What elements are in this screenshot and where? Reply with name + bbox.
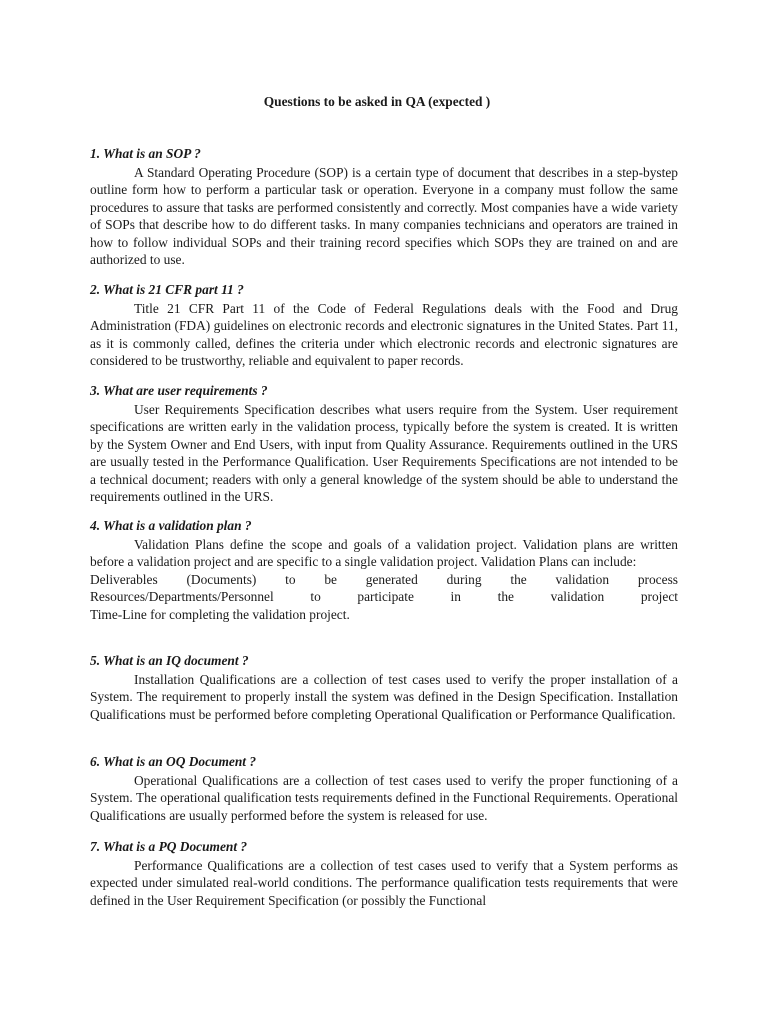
section-heading: 4. What is a validation plan ?: [90, 518, 252, 533]
section-21cfr: [90, 281, 678, 370]
validation-plan-line: Resources/Departments/Personnel to participate in the validation project: [90, 589, 678, 604]
section-body: Operational Qualifications are a collection of test cases used to verify the proper functioning of a System. The operational qualification tests requirements defined in the Functional Requirements. Operational Qualifications are usually performed before the system is released for use.: [90, 772, 678, 823]
section-body: Performance Qualifications are a collection of test cases used to verify that a System performs as expected under simulated real-world conditions. The performance qualification tests requirements that were defined in the User Requirement Specification (or possibly the Functional: [90, 857, 678, 908]
section-heading: 1. What is an SOP ?: [90, 146, 201, 161]
section-oq-document: [90, 753, 678, 824]
section-heading: 6. What is an OQ Document ?: [90, 754, 257, 769]
section-user-requirements: [90, 382, 678, 506]
section-body: Installation Qualifications are a collection of test cases used to verify the proper installation of a System. The requirement to properly install the system was defined in the Design Specification. Installation Qualifications must be performed before completing Operational Qualification or Performance Qualification.: [90, 671, 678, 722]
document-page: [90, 0, 678, 1024]
section-heading: 3. What are user requirements ?: [90, 383, 268, 398]
section-iq-document: [90, 652, 678, 723]
section-heading: 2. What is 21 CFR part 11 ?: [90, 282, 244, 297]
validation-plan-line: Deliverables (Documents) to be generated during the validation process: [90, 571, 678, 587]
section-body: A Standard Operating Procedure (SOP) is a certain type of document that describes in a step-bystep outline form how to perform a particular task or operation. Everyone in a company must follow the same procedures to assure that tasks are performed consistently and correctly. Most companies have a wide variety of SOPs that describe how to do different tasks. In many companies technicians and operators are trained in how to follow individual SOPs and their training record specifies which SOPs they are trained on and are authorized to use.: [90, 164, 678, 267]
validation-plan-line: Time-Line for completing the validation project.: [90, 606, 350, 622]
section-validation-plan: [90, 517, 678, 623]
section-body: Validation Plans define the scope and goals of a validation project. Validation plans are written before a validation project and are specific to a single validation project. Validation Plans can include:: [90, 536, 678, 569]
section-body: User Requirements Specification describes what users require from the System. User requirement specifications are written early in the validation process, typically before the system is created. It is written by the System Owner and End Users, with input from Quality Assurance. Requirements outlined in the URS are usually tested in the Performance Qualification. User Requirements Specifications are not intended to be a technical document; readers with only a general knowledge of the system should be able to understand the requirements outlined in the URS.: [90, 401, 678, 504]
section-heading: 7. What is a PQ Document ?: [90, 839, 248, 854]
section-heading: 5. What is an IQ document ?: [90, 653, 249, 668]
section-pq-document: [90, 838, 678, 909]
section-sop: [90, 145, 678, 269]
document-title: Questions to be asked in QA (expected ): [263, 94, 491, 109]
section-body: Title 21 CFR Part 11 of the Code of Federal Regulations deals with the Food and Drug Administration (FDA) guidelines on electronic records and electronic signatures in the United States. Part 11, as it is commonly called, defines the criteria under which electronic records and electronic signatures are considered to be trustworthy, reliable and equivalent to paper records.: [90, 300, 678, 368]
